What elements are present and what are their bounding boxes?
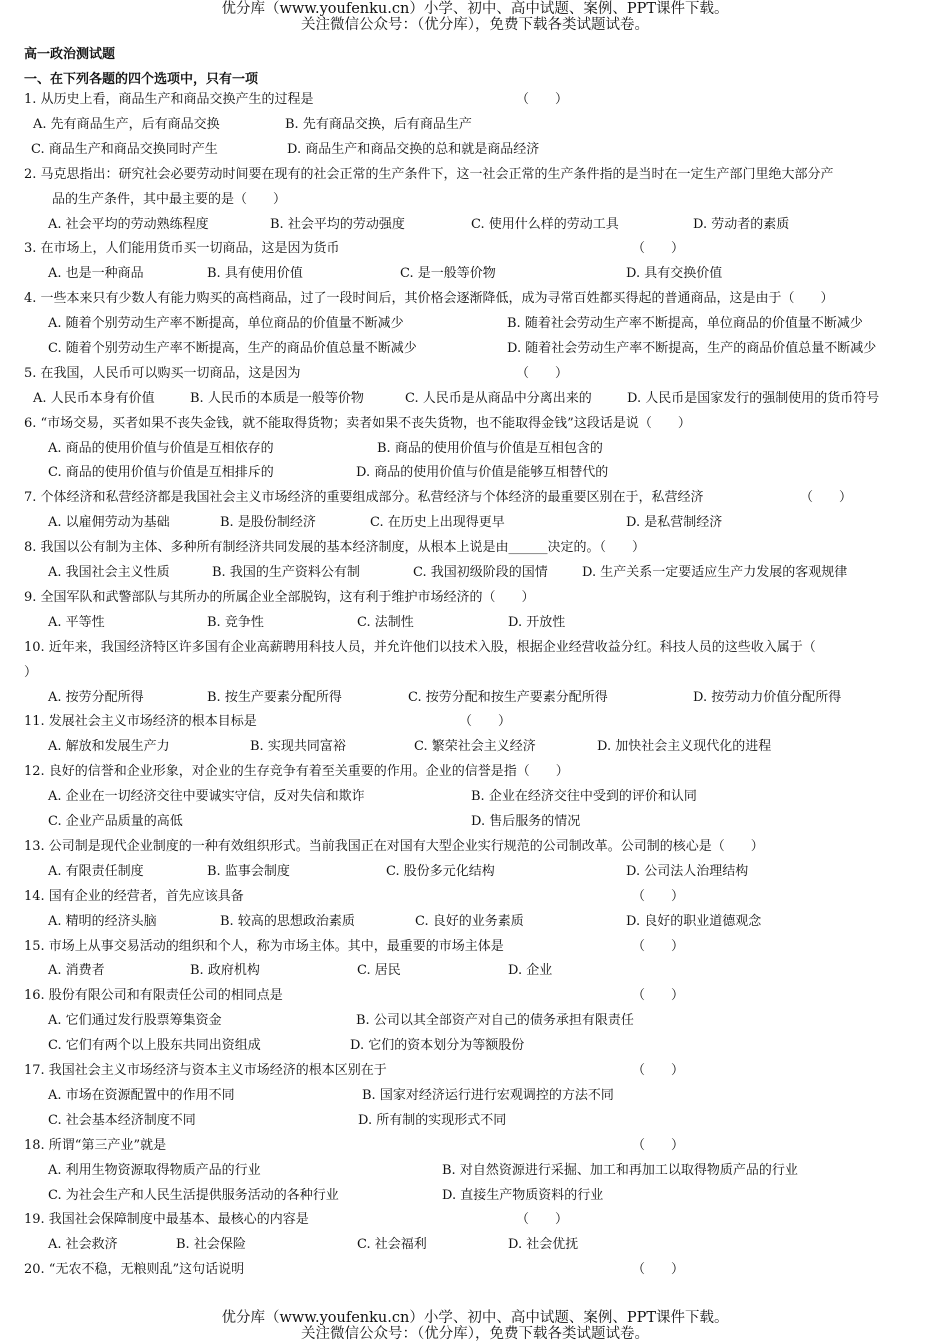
option-c: C. 社会基本经济制度不同 — [48, 1112, 196, 1128]
option-c: C. 繁荣社会主义经济 — [414, 739, 536, 755]
option-a: A. 随着个别劳动生产率不断提高，单位商品的价值量不断减少 — [48, 316, 404, 332]
answer-paren: （ ） — [516, 1212, 569, 1228]
option-b: B. 竞争性 — [207, 614, 264, 630]
option-a: A. 人民币本身有价值 — [33, 390, 155, 406]
option-b: B. 人民币的本质是一般等价物 — [190, 390, 364, 406]
question-3 — [0, 237, 950, 287]
option-d: D. 售后服务的情况 — [471, 814, 581, 830]
question-stem: 10. 近年来，我国经济特区许多国有企业高薪聘用科技人员，并允许他们以技术入股，根据企业经营收益分红。科技人员的这些收入属于（ — [24, 639, 816, 655]
question-11 — [0, 710, 950, 760]
question-8 — [0, 536, 950, 586]
option-c: C. 随着个别劳动生产率不断提高，生产的商品价值总量不断减少 — [48, 340, 417, 356]
option-d: D. 是私营制经济 — [626, 515, 723, 531]
option-a: A. 先有商品生产，后有商品交换 — [33, 116, 220, 132]
question-stem: 14. 国有企业的经营者，首先应该具备 — [24, 888, 244, 904]
option-d: D. 良好的职业道德观念 — [626, 913, 762, 929]
option-b: B. 社会保险 — [176, 1237, 246, 1253]
option-a: A. 平等性 — [48, 614, 105, 630]
option-d: D. 开放性 — [508, 614, 566, 630]
option-c: C. 是一般等价物 — [400, 266, 496, 282]
option-a: A. 我国社会主义性质 — [48, 565, 170, 581]
option-a: A. 以雇佣劳动为基础 — [48, 515, 170, 531]
question-stem-continued: 品的生产条件，其中最主要的是（ ） — [52, 191, 287, 207]
option-b: B. 监事会制度 — [207, 863, 290, 879]
option-a: A. 社会平均的劳动熟练程度 — [48, 216, 209, 232]
option-d: D. 按劳动力价值分配所得 — [693, 689, 842, 705]
question-stem: 15. 市场上从事交易活动的组织和个人，称为市场主体。其中，最重要的市场主体是 — [24, 938, 504, 954]
option-d: D. 生产关系一定要适应生产力发展的客观规律 — [582, 565, 848, 581]
option-c: C. 商品的使用价值与价值是互相排斥的 — [48, 465, 274, 481]
question-19 — [0, 1208, 950, 1258]
question-stem: 7. 个体经济和私营经济都是我国社会主义市场经济的重要组成部分。私营经济与个体经济的最重要区别在于，私营经济 — [24, 490, 704, 506]
question-stem: 16. 股份有限公司和有限责任公司的相同点是 — [24, 988, 283, 1004]
option-d: D. 社会优抚 — [508, 1237, 579, 1253]
question-17 — [0, 1059, 950, 1134]
question-list — [0, 88, 950, 1283]
option-b: B. 企业在经济交往中受到的评价和认同 — [471, 789, 697, 805]
question-stem: 6. “市场交易，买者如果不丧失金钱，就不能取得货物；卖者如果不丧失货物，也不能取得金钱”这段话是说（ ） — [24, 415, 691, 431]
option-d: D. 直接生产物质资料的行业 — [442, 1187, 604, 1203]
option-c: C. 良好的业务素质 — [415, 913, 524, 929]
document-title: 高一政治测试题 — [24, 47, 116, 62]
answer-paren: （ ） — [516, 92, 569, 107]
question-5 — [0, 362, 950, 412]
option-c: C. 人民币是从商品中分离出来的 — [405, 390, 592, 406]
question-18 — [0, 1134, 950, 1209]
section-heading: 一、在下列各题的四个选项中，只有一项 — [24, 72, 259, 87]
option-c: C. 为社会生产和人民生活提供服务活动的各种行业 — [48, 1187, 339, 1203]
option-c: C. 法制性 — [357, 614, 414, 630]
question-13 — [0, 835, 950, 885]
option-a: A. 消费者 — [48, 963, 105, 979]
question-15 — [0, 935, 950, 985]
answer-paren: （ ） — [800, 490, 853, 506]
option-a: A. 精明的经济头脑 — [48, 913, 157, 929]
option-d: D. 劳动者的素质 — [693, 216, 790, 232]
answer-paren: （ ） — [632, 988, 685, 1004]
option-b: B. 先有商品交换，后有商品生产 — [285, 116, 472, 132]
option-b: B. 我国的生产资料公有制 — [212, 565, 360, 581]
question-6 — [0, 412, 950, 487]
option-d: D. 公司法人治理结构 — [626, 863, 749, 879]
header-banner — [0, 1, 950, 33]
option-d: D. 所有制的实现形式不同 — [358, 1112, 507, 1128]
option-d: D. 随着社会劳动生产率不断提高，生产的商品价值总量不断减少 — [507, 340, 877, 356]
answer-paren: （ ） — [516, 365, 569, 381]
option-a: A. 社会救济 — [48, 1237, 118, 1253]
question-stem: 4. 一些本来只有少数人有能力购买的高档商品，过了一段时间后，其价格会逐渐降低，成为寻常百姓都买得起的普通商品，这是由于（ ） — [24, 291, 834, 307]
question-12 — [0, 760, 950, 835]
option-d: D. 加快社会主义现代化的进程 — [597, 739, 772, 755]
option-b: B. 公司以其全部资产对自己的债务承担有限责任 — [356, 1013, 634, 1029]
banner-line-2: 关注微信公众号：（优分库），免费下载各类试题试卷。 — [301, 17, 649, 33]
option-d: D. 企业 — [508, 963, 553, 979]
option-c: C. 它们有两个以上股东共同出资组成 — [48, 1038, 261, 1054]
question-10 — [0, 636, 950, 711]
option-b: B. 对自然资源进行采掘、加工和再加工以取得物质产品的行业 — [442, 1162, 798, 1178]
option-b: B. 政府机构 — [190, 963, 260, 979]
question-7 — [0, 486, 950, 536]
option-b: B. 按生产要素分配所得 — [207, 689, 342, 705]
answer-paren: （ ） — [459, 714, 512, 730]
option-a: A. 商品的使用价值与价值是互相依存的 — [48, 440, 274, 456]
question-stem: 5. 在我国，人民币可以购买一切商品，这是因为 — [24, 365, 301, 381]
question-2 — [0, 163, 950, 238]
question-stem: 1. 从历史上看，商品生产和商品交换产生的过程是 — [24, 92, 314, 107]
question-16 — [0, 984, 950, 1059]
question-4 — [0, 287, 950, 362]
option-a: A. 市场在资源配置中的作用不同 — [48, 1087, 235, 1103]
question-9 — [0, 586, 950, 636]
answer-paren: （ ） — [632, 938, 685, 954]
option-d: D. 具有交换价值 — [626, 266, 723, 282]
answer-paren: （ ） — [632, 1063, 685, 1079]
question-stem: 2. 马克思指出：研究社会必要劳动时间要在现有的社会正常的生产条件下，这一社会正常的生产条件指的是当时在一定生产部门里绝大部分产 — [24, 166, 834, 182]
question-stem: 9. 全国军队和武警部队与其所办的所属企业全部脱钩，这有利于维护市场经济的（ ） — [24, 589, 535, 605]
question-stem-continued: ） — [24, 664, 38, 680]
question-stem: 19. 我国社会保障制度中最基本、最核心的内容是 — [24, 1212, 309, 1228]
option-d: D. 它们的资本划分为等额股份 — [350, 1038, 525, 1054]
option-a: A. 也是一种商品 — [48, 266, 144, 282]
banner-line-1: 优分库（www.youfenku.cn）小学、初中、高中试题、案例、PPT课件下载。 — [221, 1310, 729, 1326]
question-stem: 20. “无农不稳，无粮则乱”这句话说明 — [24, 1262, 245, 1278]
option-c: C. 按劳分配和按生产要素分配所得 — [408, 689, 608, 705]
option-a: A. 利用生物资源取得物质产品的行业 — [48, 1162, 261, 1178]
option-b: B. 是股份制经济 — [220, 515, 316, 531]
question-14 — [0, 885, 950, 935]
option-c: C. 商品生产和商品交换同时产生 — [31, 141, 218, 157]
question-stem: 18. 所谓“第三产业”就是 — [24, 1137, 167, 1153]
question-stem: 12. 良好的信誉和企业形象，对企业的生存竞争有着至关重要的作用。企业的信誉是指（ ） — [24, 764, 569, 780]
option-c: C. 社会福利 — [357, 1237, 427, 1253]
banner-line-1: 优分库（www.youfenku.cn）小学、初中、高中试题、案例、PPT课件下载。 — [221, 1, 729, 17]
option-b: B. 社会平均的劳动强度 — [270, 216, 405, 232]
option-c: C. 使用什么样的劳动工具 — [471, 216, 619, 232]
option-c: C. 居民 — [357, 963, 401, 979]
option-d: D. 商品的使用价值与价值是能够互相替代的 — [356, 465, 609, 481]
option-d: D. 人民币是国家发行的强制使用的货币符号 — [627, 390, 880, 406]
option-a: A. 解放和发展生产力 — [48, 739, 170, 755]
answer-paren: （ ） — [632, 241, 685, 257]
option-a: A. 企业在一切经济交往中要诚实守信，反对失信和欺诈 — [48, 789, 365, 805]
question-stem: 8. 我国以公有制为主体、多种所有制经济共同发展的基本经济制度，从根本上说是由______决定的。（ ） — [24, 540, 646, 556]
option-b: B. 随着社会劳动生产率不断提高，单位商品的价值量不断减少 — [507, 316, 863, 332]
option-c: C. 企业产品质量的高低 — [48, 814, 183, 830]
question-stem: 17. 我国社会主义市场经济与资本主义市场经济的根本区别在于 — [24, 1063, 387, 1079]
footer-banner — [0, 1310, 950, 1342]
question-stem: 3. 在市场上，人们能用货币买一切商品，这是因为货币 — [24, 241, 340, 257]
option-b: B. 具有使用价值 — [207, 266, 303, 282]
question-20 — [0, 1258, 950, 1283]
option-a: A. 它们通过发行股票筹集资金 — [48, 1013, 222, 1029]
option-c: C. 我国初级阶段的国情 — [413, 565, 548, 581]
question-stem: 11. 发展社会主义市场经济的根本目标是 — [24, 714, 257, 730]
option-b: B. 商品的使用价值与价值是互相包含的 — [377, 440, 603, 456]
option-b: B. 国家对经济运行进行宏观调控的方法不同 — [362, 1087, 614, 1103]
answer-paren: （ ） — [632, 888, 685, 904]
option-b: B. 实现共同富裕 — [250, 739, 346, 755]
option-d: D. 商品生产和商品交换的总和就是商品经济 — [287, 141, 540, 157]
option-c: C. 在历史上出现得更早 — [370, 515, 505, 531]
option-a: A. 按劳分配所得 — [48, 689, 144, 705]
answer-paren: （ ） — [632, 1262, 685, 1278]
option-c: C. 股份多元化结构 — [386, 863, 495, 879]
answer-paren: （ ） — [632, 1137, 685, 1153]
option-a: A. 有限责任制度 — [48, 863, 144, 879]
option-b: B. 较高的思想政治素质 — [220, 913, 355, 929]
question-1 — [0, 88, 950, 163]
banner-line-2: 关注微信公众号：（优分库），免费下载各类试题试卷。 — [301, 1326, 649, 1342]
question-stem: 13. 公司制是现代企业制度的一种有效组织形式。当前我国正在对国有大型企业实行规范的公司制改革。公司制的核心是（ ） — [24, 838, 764, 854]
